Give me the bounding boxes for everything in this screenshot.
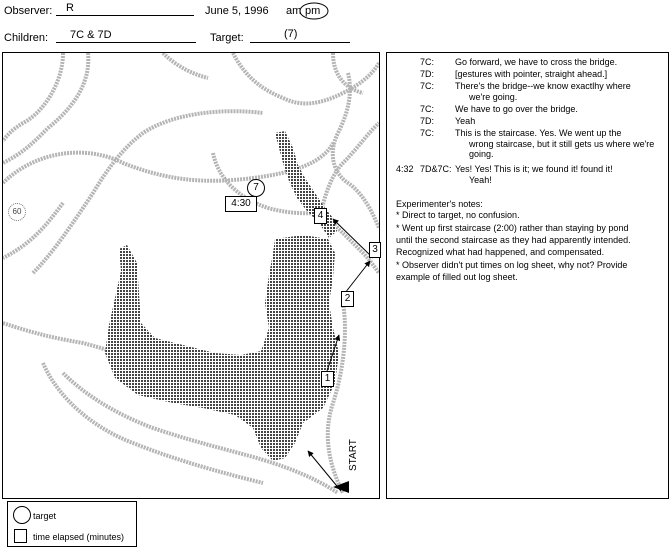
transcript-speaker: 7C: — [420, 104, 435, 114]
transcript-speaker: 7C: — [420, 81, 435, 91]
note-line: example of filled out log sheet. — [396, 272, 518, 282]
transcript-text-cont: wrong staircase, but it still gets us where we're going. — [469, 139, 655, 159]
creek — [275, 131, 337, 238]
target-marker: 7 — [247, 179, 265, 197]
step-marker-4: 4 — [314, 208, 327, 224]
observer-value: R — [66, 2, 74, 14]
target-underline — [250, 42, 350, 43]
children-value: 7C & 7D — [70, 29, 112, 41]
start-label: START — [348, 439, 359, 471]
note-line: * Direct to target, no confusion. — [396, 210, 520, 220]
transcript-text: We have to go over the bridge. — [455, 104, 578, 114]
legend-target-label: target — [33, 511, 57, 521]
legend-time-label: time elapsed (minutes) — [33, 532, 125, 542]
transcript-speaker: 7D&7C: — [420, 164, 452, 174]
session-date: June 5, 1996 — [205, 5, 269, 17]
step-marker-2: 2 — [341, 291, 354, 307]
children-label: Children: — [4, 32, 49, 44]
children-underline — [56, 42, 196, 43]
time-legend-icon — [14, 529, 27, 543]
target-label: Target: — [210, 32, 244, 44]
transcript-text: Go forward, we have to cross the bridge. — [455, 57, 618, 67]
am-option: am — [286, 5, 302, 17]
start-arrow-head — [333, 481, 349, 493]
map-panel — [2, 52, 380, 542]
transcript-text: This is the staircase. Yes. We went up the — [455, 128, 622, 138]
note-line: Recognized what had happened, and compensated. — [396, 247, 605, 257]
transcript-text: [gestures with pointer, straight ahead.] — [455, 69, 608, 79]
note-line: until the second staircase as they had apparently intended. — [396, 235, 631, 245]
pm-option: pm — [305, 5, 321, 17]
transcript-speaker: 7C: — [420, 57, 435, 67]
transcript-speaker: 7D: — [420, 69, 435, 79]
transcript-text-cont: we're going. — [469, 92, 518, 102]
transcript-speaker: 7C: — [420, 128, 435, 138]
pm-selected-circle — [298, 1, 330, 21]
route-map — [3, 53, 379, 498]
transcript-text-cont: Yeah! — [469, 175, 492, 185]
target-value: (7) — [284, 28, 298, 40]
pond — [105, 235, 339, 461]
note-line: * Observer didn't put times on log sheet, why not? Provide — [396, 260, 628, 270]
observer-label: Observer: — [4, 5, 53, 17]
transcript-speaker: 7D: — [420, 116, 435, 126]
map-marker-60: 60 — [8, 203, 26, 221]
notes-panel — [386, 52, 669, 499]
notes-heading: Experimenter's notes: — [396, 199, 483, 209]
note-line: * Went up first staircase (2:00) rather than staying by pond — [396, 223, 629, 233]
transcript-time: 4:32 — [396, 164, 414, 174]
transcript-text: There's the bridge--we know exactlhy where — [455, 81, 631, 91]
step-marker-3: 3 — [369, 242, 381, 258]
transcript-text: Yeah — [455, 116, 476, 126]
elapsed-time-box: 4:30 — [225, 196, 257, 212]
map-legend — [7, 501, 137, 547]
target-legend-icon — [13, 506, 31, 524]
step-marker-1: 1 — [321, 371, 334, 387]
observer-underline — [56, 15, 194, 16]
transcript-text: Yes! Yes! This is it; we found it! found it! — [455, 164, 613, 174]
